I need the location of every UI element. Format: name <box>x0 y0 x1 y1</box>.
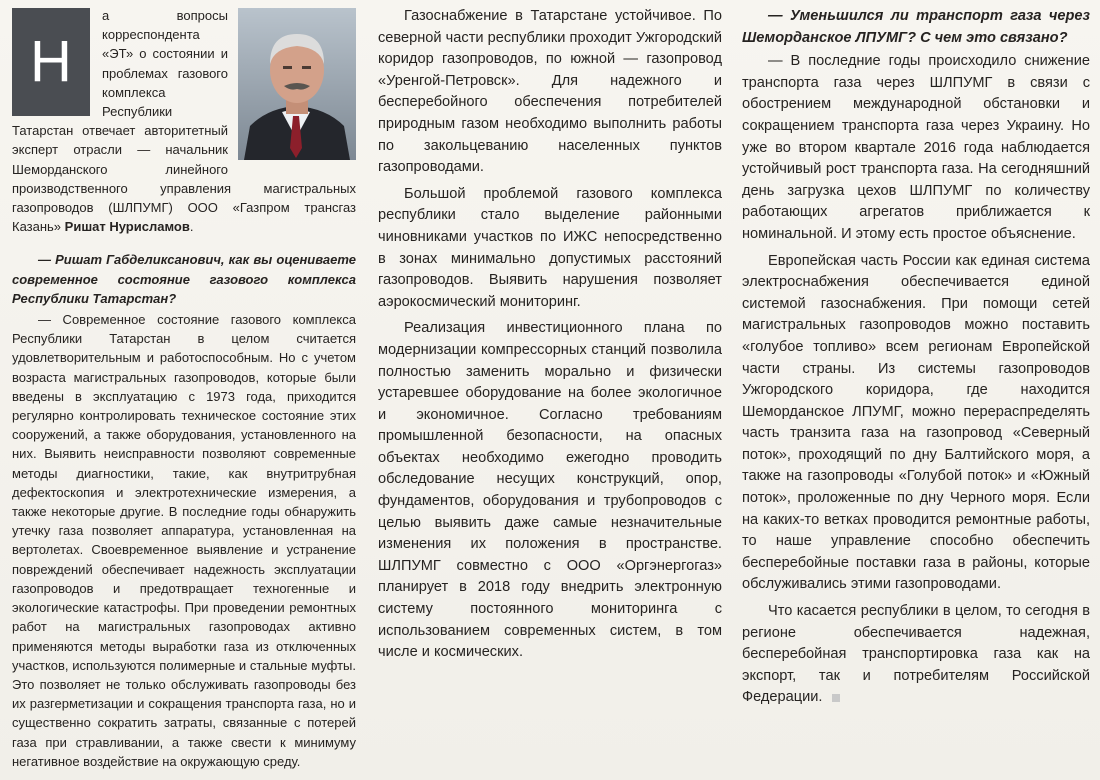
column-1 <box>12 6 356 771</box>
interviewee-name: Ришат Нурисламов <box>64 219 190 235</box>
answer-1-paragraph-3: Большой проблемой газового комплекса республики стало выделение районными чиновниками участков по ИЖС непосредственно в зонах минимально допустимых расстояний газопроводов. Выявить нарушения позволяет аэрокосмический мониторинг. <box>378 185 722 310</box>
question-2: — Уменьшился ли транспорт газа через Шеморданское ЛПУМГ? С чем это связано? <box>742 8 1090 46</box>
drop-cap: Н <box>12 8 90 116</box>
answer-2-paragraph-2: Европейская часть России как единая система электроснабжения обеспечивается единой системой газоснабжения. При помощи сетей магистральных газопроводов можно поставить «голубое топливо» всем регионам Европейской части страны. Из системы газопроводов Ужгородского коридора, где находится Шеморданское ЛПУМГ, можно перераспределять часть транзита газа на газопровод «Северный поток», проходящий по дну Балтийского моря, а также на газопроводы «Голубой поток» и «Южный поток», проложенные по дну Черного моря. Если на каких-то ветках проводится ремонтные работы, то наше управление способно обеспечить бесперебойные поставки газа в районы, которые обслуживались этими газопроводами. <box>742 252 1090 593</box>
column-2 <box>378 6 722 664</box>
answer-1-paragraph-1: — Современное состояние газового комплекса Республики Татарстан в целом считается удовлетворительным и работоспособным. Но с учетом возраста магистральных газопроводов, которые были введены в эксплуатацию с 1973 года, приходится регулярно контролировать техническое состояние этих сооружений, а также оборудования, установленного на них. Выявить неисправности позволяют современные методы диагностики, такие, как внутритрубная дефектоскопия и электротехнические измерения, а также некоторые другие. В последние годы обнаружить утечку газа позволяет аппаратура, установленная на вертолетах. Своевременное выявление и устранение повреждений обеспечивает надежность эксплуатации газопроводов и предотвращает техногенные и экологические катастрофы. При проведении ремонтных работ на магистральных газопроводах активно применяются методы выработки газа из отключенных участков, используются полимерные и стальные муфты. Это позволяет не только обслуживать газопроводы без их разгерметизации и сокращения транспорта газа, но и существенно сократить затраты, связанные с потерей газа при стравливании, а также свести к минимуму негативное воздействие на окружающую среду. <box>12 312 356 769</box>
answer-1-paragraph-4: Реализация инвестиционного плана по модернизации компрессорных станций позволила полностью заменить морально и физически устаревшее оборудование на более экологичное и экономичное. Согласно требованиям промышленной безопасности, на опасных объектах необходимо ежегодно проводить обследование несущих конструкций, опор, фундаментов, оборудования и трубопроводов с целью выявить даже самые незначительные изменения их положения в пространстве. ШЛПУМГ совместно с ООО «Оргэнергогаз» планирует в 2018 году внедрить электронную систему постоянного мониторинга с использованием современных систем, в том числе и космических. <box>378 320 722 661</box>
question-1: — Ришат Габделиксанович, как вы оцениваете современное состояние газового комплекса Республики Татарстан? <box>12 252 356 306</box>
end-of-article-icon <box>832 694 840 702</box>
intro-end: . <box>189 219 194 235</box>
portrait-icon <box>238 8 356 160</box>
answer-2-paragraph-1: — В последние годы происходило снижение транспорта газа через ШЛПУМГ в связи с обострением международной обстановки и сокращением транспорта газа через Украину. Но уже во втором квартале 2016 года наблюдается устойчивый рост транспорта газа. На сегодняшний день загрузка цехов ШЛПУМГ по количеству работающих агрегатов приближается к номинальной. И этому есть простое объяснение. <box>742 53 1090 242</box>
column-3 <box>742 6 1090 709</box>
intro-text: а вопросы корреспондента «ЭТ» о состоянии и проблемах газового комплекса Республики Татарстан отвечает авторитетный эксперт отрасли — начальник Шеморданского линейного производственного управления магистральных газопроводов (ШЛПУМГ) ООО «Газпром трансгаз Казань» <box>12 8 356 235</box>
answer-1-paragraph-2: Газоснабжение в Татарстане устойчивое. По северной части республики проходит Ужгородский коридор газопроводов, по южной — газопровод «Уренгой-Петровск». Для надежного и бесперебойного обеспечения потребителей природным газом необходимо выполнить работы по закольцеванию населенных пунктов газопроводами. <box>378 8 722 176</box>
answer-2-paragraph-3 <box>742 601 1090 709</box>
answer-2-paragraph-3-text: Что касается республики в целом, то сегодня в регионе обеспечивается надежная, бесперебойная транспортировка газа как на экспорт, так и потребителям Российской Федерации. <box>742 603 1090 706</box>
portrait-photo <box>238 8 356 160</box>
